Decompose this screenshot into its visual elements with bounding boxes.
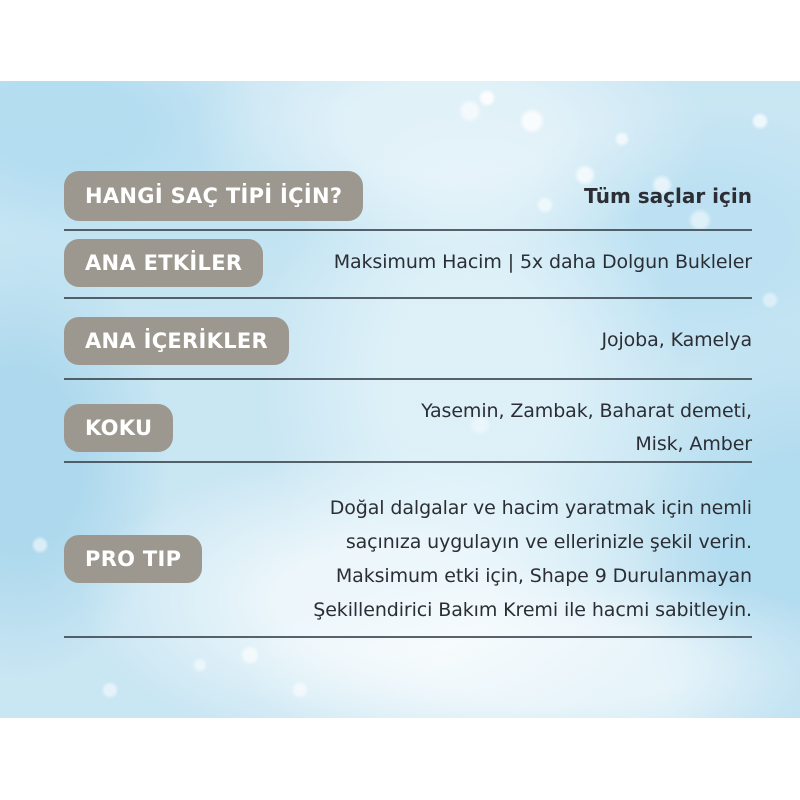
row-divider bbox=[64, 229, 752, 231]
key-effects-value: Maksimum Hacim | 5x daha Dolgun Bukleler bbox=[333, 251, 752, 274]
scent-value: Yasemin, Zambak, Baharat demeti, Misk, Amber bbox=[421, 399, 752, 455]
key-ingredients-label: ANA İÇERİKLER bbox=[85, 329, 269, 353]
row-divider bbox=[64, 636, 752, 638]
scent-badge bbox=[64, 404, 173, 452]
hair-type-label: HANGİ SAÇ TİPİ İÇİN? bbox=[85, 184, 343, 208]
pro-tip-label: PRO TIP bbox=[85, 547, 182, 571]
product-info-table bbox=[64, 0, 752, 800]
key-effects-label: ANA ETKİLER bbox=[85, 251, 243, 275]
pro-tip-badge bbox=[64, 535, 202, 583]
row-scent bbox=[64, 392, 752, 464]
row-hair-type bbox=[64, 168, 752, 224]
row-key-ingredients bbox=[64, 315, 752, 367]
row-divider bbox=[64, 297, 752, 299]
row-divider bbox=[64, 461, 752, 463]
hair-type-value: Tüm saçlar için bbox=[583, 183, 752, 208]
row-key-effects bbox=[64, 238, 752, 288]
pro-tip-value: Doğal dalgalar ve hacim yaratmak için nemli saçınıza uygulayın ve ellerinizle şekil verin. Maksimum etki için, Shape 9 Durulanmayan Şekillendirici Bakım Kremi ile hacmi sabitleyin. bbox=[313, 496, 752, 622]
key-effects-badge bbox=[64, 239, 263, 287]
row-pro-tip bbox=[64, 488, 752, 630]
hair-type-badge bbox=[64, 171, 363, 221]
key-ingredients-badge bbox=[64, 317, 289, 365]
key-ingredients-value: Jojoba, Kamelya bbox=[601, 329, 752, 352]
scent-label: KOKU bbox=[85, 416, 153, 440]
row-divider bbox=[64, 378, 752, 380]
